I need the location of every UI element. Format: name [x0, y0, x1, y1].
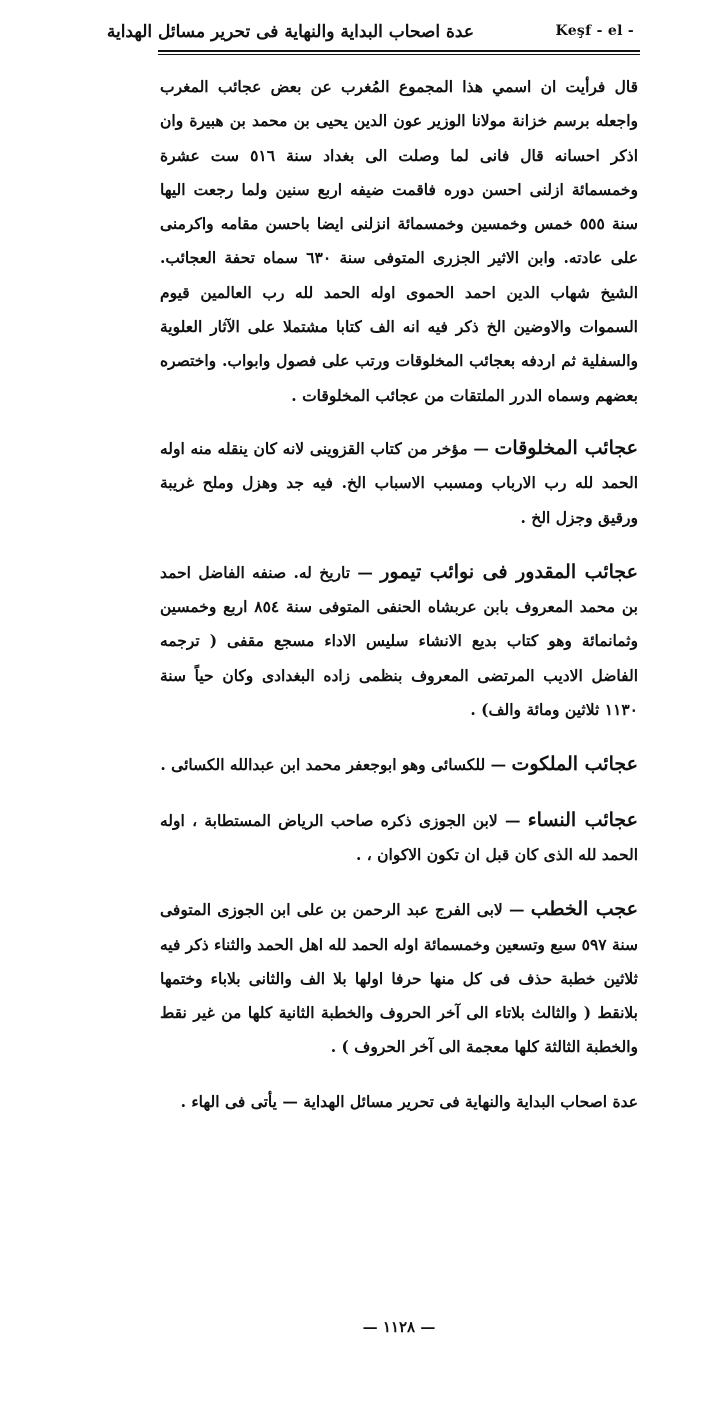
paragraph-intro: [160, 70, 638, 413]
entry-text: — لابن الجوزى ذكره صاحب الرياض المستطابة ، اوله الحمد لله الذى كان قبل ان تكون الاكوان ، .: [160, 810, 638, 864]
entry-heading: عجائب المخلوقات: [494, 436, 638, 459]
entry-heading: عجائب الملكوت: [511, 753, 638, 776]
entry-ajab-al-khutab: [160, 892, 638, 1064]
entry-text: — تاريخ له. صنفه الفاضل احمد بن محمد المعروف بابن عربشاه الحنفى المتوفى سنة ٨٥٤ اربع وخمسين وثمانمائة وهو كتاب بديع الانشاء سليس الاداء مسجع مقفى ( ترجمه الفاضل الاديب المرتضى المعروف بنظمى زاده البغدادى وكان حياً سنة ١١٣٠ ثلاثين ومائة والف) .: [160, 562, 638, 720]
entry-aja-ib-al-malakut: [160, 747, 638, 782]
entry-uddat-ashab: [160, 1085, 638, 1119]
entry-heading: عجائب المقدور فى نوائب تيمور: [380, 560, 638, 583]
entry-text: — لابى الفرج عبد الرحمن بن على ابن الجوزى المتوفى سنة ٥٩٧ سبع وتسعين وخمسمائة اوله الحمد لله اهل الحمد والثناء ذكر فيه ثلاثين خطبة حذف فى كل منها حرفا اولها بلا الف والثانى بلاباء وختمها بلانقط ( والثالث بلاتاء الى آخر الحروف والخطبة الثانية كلها من غير نقط والخطبة الثالثة كلها معجمة الى آخر الحروف ) .: [160, 900, 638, 1057]
entry-aja-ib-al-maqdur: [160, 555, 638, 727]
entry-text: — مؤخر من كتاب القزوينى لانه كان ينقله منه اوله الحمد لله رب الارباب ومسبب الاسباب الخ. فيه جد وهزل وملح غريبة ورقيق وجزل الخ .: [160, 438, 638, 527]
paragraph-text: قال فرأيت ان اسمي هذا المجموع المُغرب عن بعض عجائب المغرب واجعله برسم خزانة مولانا الوزير عون الدين يحيى بن محمد بن هبيرة وان اذكر احسانه قال فانى لما وصلت الى بغداد سنة ٥١٦ ست عشرة وخمسمائة ازلنى احسن دوره فاقمت ضيفه اربع سنين ولما رجعت اليها سنة ٥٥٥ خمس وخمسين وخمسمائة انزلنى ايضا باحسن مقامه واكرمنى على عادته. وابن الاثير الجزرى المتوفى سنة ٦٣٠ سماه تحفة العجائب. الشيخ شهاب الدين احمد الحموى اوله الحمد لله رب العالمين قيوم السموات والاوضين الخ ذكر فيه انه الف كتابا مشتملا على الآثار العلوية والسفلية ثم اردفه بعجائب المخلوقات ورتب على فصول وابواب. واختصره بعضهم وسماه الدرر الملتقات من عجائب المخلوقات .: [160, 77, 638, 405]
running-header: [106, 18, 634, 48]
header-rule-thin: [158, 54, 640, 55]
page-number: — ١١٢٨ —: [362, 1318, 436, 1336]
entry-text: — للكسائى وهو ابوجعفر محمد ابن عبدالله الكسائى .: [160, 755, 512, 775]
entry-aja-ib-al-nisa: [160, 803, 638, 873]
text-body: [160, 70, 638, 1139]
entry-heading: عجب الخطب: [530, 898, 638, 921]
header-title: عدة اصحاب البداية والنهاية فى تحرير مسائل الهداية: [106, 22, 474, 42]
entry-heading: عجائب النساء: [527, 808, 638, 831]
entry-aja-ib-al-makhluqat: [160, 431, 638, 535]
header-key: Keşf - el -: [555, 23, 634, 39]
entry-text: عدة اصحاب البداية والنهاية فى تحرير مسائل الهداية — يأتى فى الهاء .: [180, 1091, 638, 1111]
header-rule: [158, 50, 640, 52]
